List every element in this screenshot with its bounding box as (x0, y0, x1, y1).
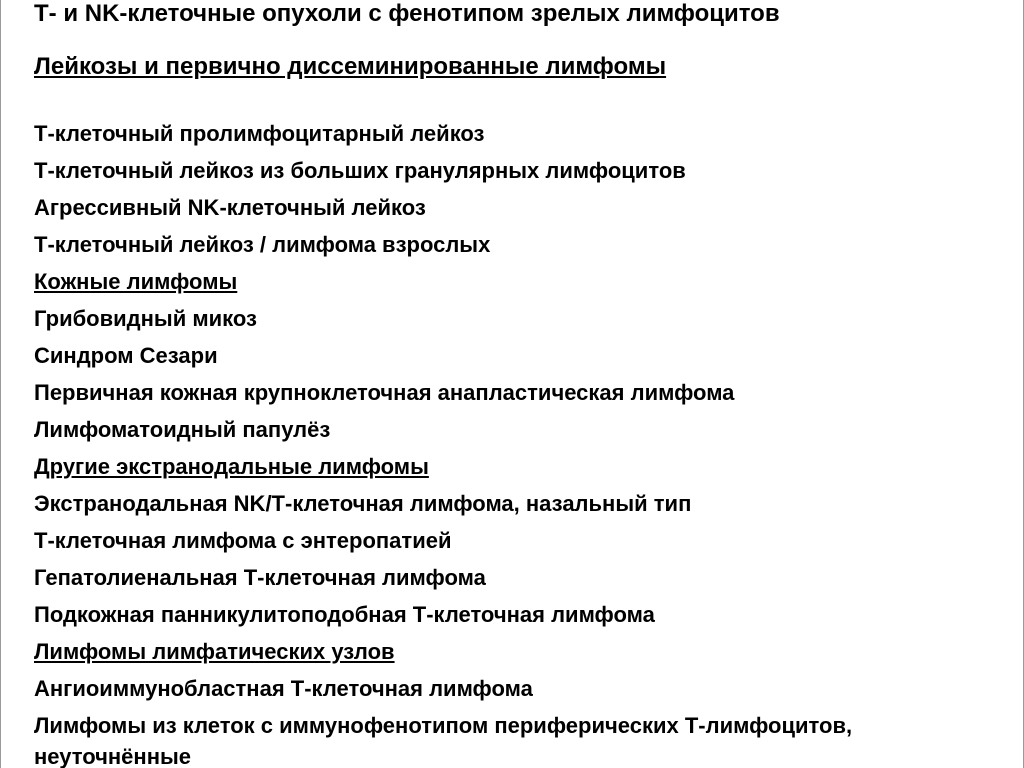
section-heading-lymph-nodes: Лимфомы лимфатических узлов (34, 639, 395, 664)
list-item: Гепатолиенальная Т-клеточная лимфома (34, 565, 486, 590)
section-heading-cutaneous: Кожные лимфомы (34, 269, 238, 294)
list-item: Лимфоматоидный папулёз (34, 417, 331, 442)
list-item: Экстранодальная NK/Т-клеточная лимфома, назальный тип (34, 491, 692, 516)
section-heading-extranodal: Другие экстранодальные лимфомы (34, 454, 429, 479)
list-item: Т-клеточный лейкоз из больших гранулярных лимфоцитов (34, 158, 686, 183)
list-item: Агрессивный NK-клеточный лейкоз (34, 195, 426, 220)
list-item: Т-клеточная лимфома с энтеропатией (34, 528, 452, 553)
list-item: Синдром Сезари (34, 343, 218, 368)
list-item-continuation: неуточнённые (34, 744, 192, 768)
list-item: Т-клеточный пролимфоцитарный лейкоз (34, 121, 485, 146)
classification-list (34, 115, 852, 768)
left-border (0, 0, 1, 768)
list-item: Ангиоиммунобластная Т-клеточная лимфома (34, 676, 533, 701)
slide-title: Т- и NK-клеточные опухоли с фенотипом зрелых лимфоцитов (34, 0, 780, 27)
list-item: Грибовидный микоз (34, 306, 257, 331)
list-item: Лимфомы из клеток с иммунофенотипом периферических Т-лимфоцитов, (34, 713, 853, 738)
list-item: Подкожная панникулитоподобная Т-клеточная лимфома (34, 602, 655, 627)
list-item: Первичная кожная крупноклеточная анапластическая лимфома (34, 380, 735, 405)
list-item: Т-клеточный лейкоз / лимфома взрослых (34, 232, 491, 257)
section-heading-leukemias: Лейкозы и первично диссеминированные лимфомы (34, 53, 667, 80)
